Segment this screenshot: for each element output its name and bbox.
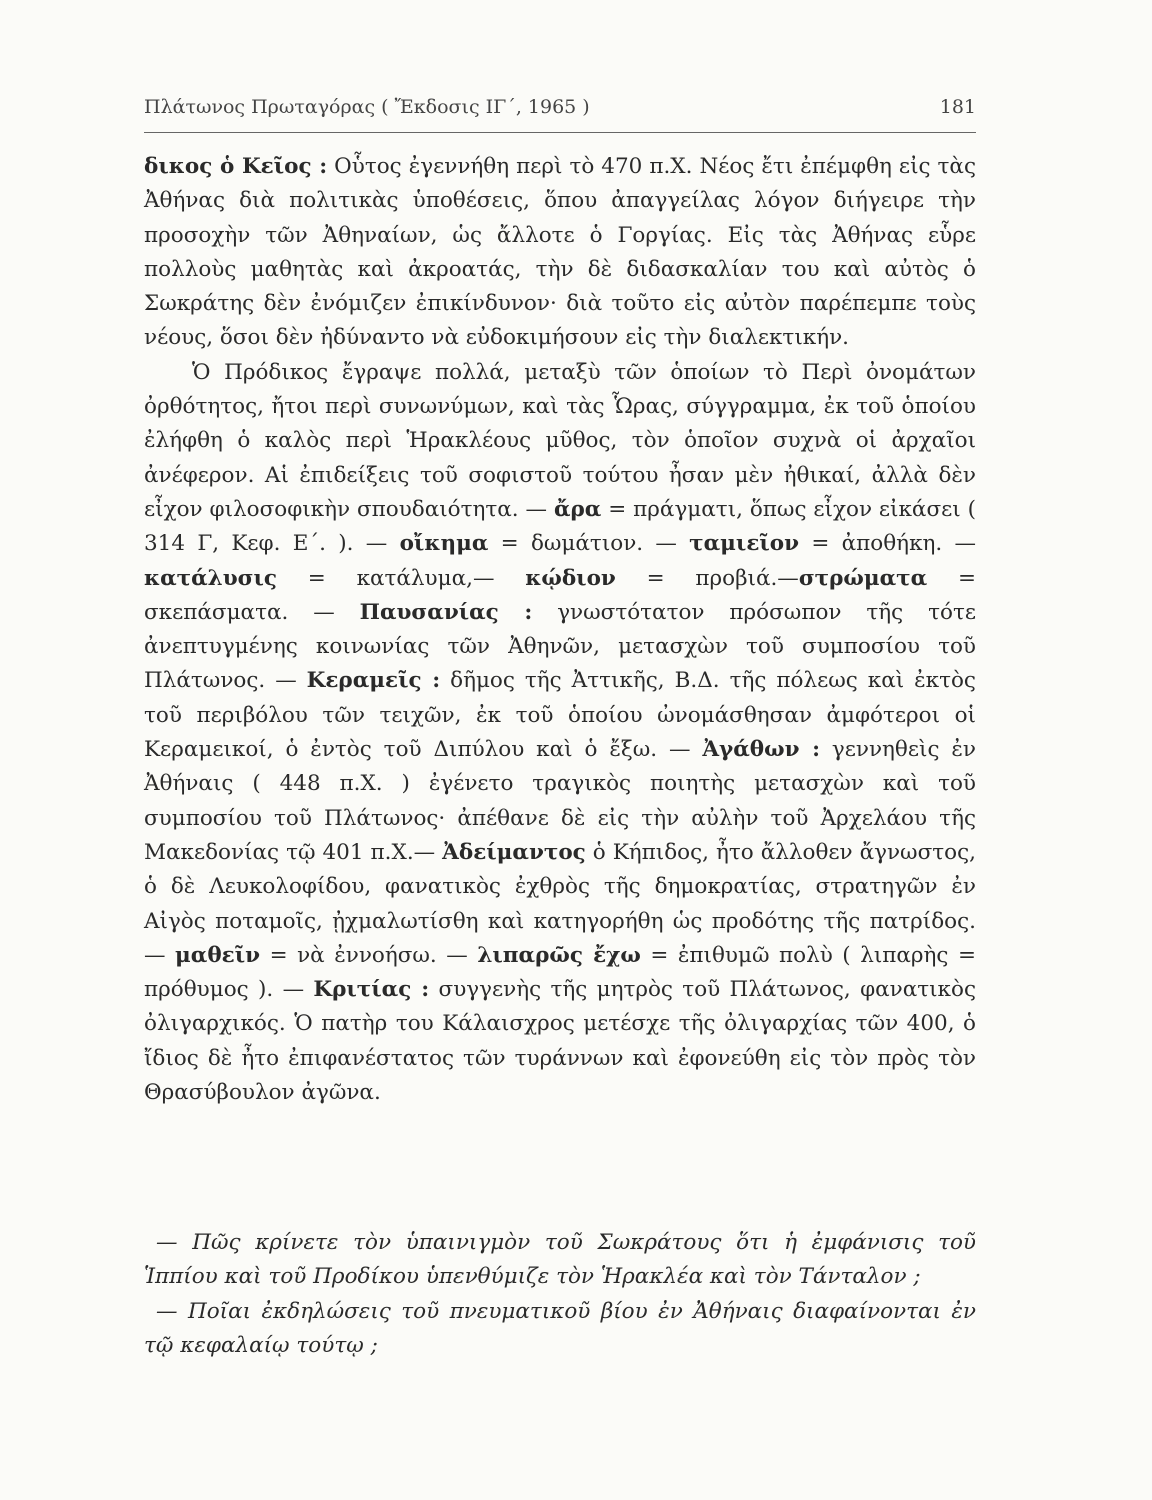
term-kerameis: Κεραμεῖς :: [306, 668, 441, 694]
running-title: Πλάτωνος Πρωταγόρας ( Ἔκδοσις ΙΓ΄, 1965 ): [144, 96, 590, 118]
gloss-text: συγγενὴς τῆς μητρὸς τοῦ Πλάτωνος, φανατικὸς ὀλιγαρχικός. Ὁ πατὴρ του Κάλαισχρος μετέσχε τῆς ὀλιγαρχίας τῶν 400, ὁ ἴδιος δὲ ἦτο ἐπιφανέστατος τῶν τυράννων καὶ ἐφονεύθη εἰς τὸν πρὸς τὸν Θρασύβουλον ἀγῶνα.: [144, 977, 976, 1106]
term-prodikos: δικος ὁ Κεῖος :: [144, 154, 328, 179]
paragraph-text: Οὗτος ἐγεννήθη περὶ τὸ 470 π.Χ. Νέος ἔτι ἐπέμφθη εἰς τὰς Ἀθήνας διὰ πολιτικὰς ὑποθέσεις, ὅπου ἀπαγγείλας λόγον διήγειρε τὴν προσοχὴν τῶν Ἀθηναίων, ὡς ἄλλοτε ὁ Γοργίας. Εἰς τὰς Ἀθήνας εὗρε πολλοὺς μαθητὰς καὶ ἀκροατάς, τὴν δὲ διδασκαλίαν του καὶ αὐτὸς ὁ Σωκράτης δὲν ἐνόμιζεν ἐπικίνδυνον· διὰ τοῦτο εἰς αὐτὸν παρέπεμπε τοὺς νέους, ὅσοι δὲν ἠδύναντο νὰ εὐδοκιμήσουν εἰς τὴν διαλεκτικήν.: [144, 154, 976, 351]
gloss-text: ὁ Κήπιδος, ἦτο ἄλλοθεν ἄγνωστος, ὁ δὲ Λευκολοφίδου, φανατικὸς ἐχθρὸς τῆς δημοκρατίας, στρατηγῶν ἐν Αἰγὸς ποταμοῖς, ᾐχμαλωτίσθη καὶ κατηγορήθη ὡς προδότης τῆς πατρίδος. —: [144, 839, 976, 968]
gloss-text: = ἀποθήκη. —: [799, 531, 976, 557]
gloss-text: = προβιά.—: [615, 565, 799, 591]
gloss-text: = σκεπάσματα. —: [144, 565, 976, 625]
question-1: — Πῶς κρίνετε τὸν ὑπαινιγμὸν τοῦ Σωκράτους ὅτι ἡ ἐμφάνισις τοῦ Ἱππίου καὶ τοῦ Προδίκου ὑπενθύμιζε τὸν Ἡρακλέα καὶ τὸν Τάνταλον ;: [144, 1230, 976, 1290]
term-mathein: μαθεῖν: [175, 942, 261, 968]
paragraph-text: Ὁ Πρόδικος ἔγραψε πολλά, μεταξὺ τῶν ὁποίων τὸ Περὶ ὀνομάτων ὀρθότητος, ἤτοι περὶ συνωνύμων, καὶ τὰς Ὧρας, σύγγραμμα, ἐκ τοῦ ὁποίου ἐλήφθη ὁ καλὸς περὶ Ἡρακλέους μῦθος, τὸν ὁποῖον συχνὰ οἱ ἀρχαῖοι ἀνέφερον. Αἱ ἐπιδείξεις τοῦ σοφιστοῦ τούτου ἦσαν μὲν ἠθικαί, ἀλλὰ δὲν εἶχον φιλοσοφικὴν σπουδαιότητα. —: [144, 359, 976, 522]
term-adeimantos: Ἀδείμαντος: [442, 839, 586, 865]
term-kodion: κῴδιον: [525, 565, 616, 591]
term-oikema: οἴκημα: [399, 531, 489, 557]
gloss-text: γνωστότατον πρόσωπον τῆς τότε ἀνεπτυγμένης κοινωνίας τῶν Ἀθηνῶν, μετασχὼν τοῦ συμποσίου τοῦ Πλάτωνος. —: [144, 599, 976, 694]
page-number: 181: [939, 96, 976, 118]
gloss-text: = ἐπιθυμῶ πολὺ ( λιπαρὴς = πρόθυμος ). —: [144, 942, 976, 1003]
gloss-text: = πράγματι, ὅπως εἶχον εἰκάσει ( 314 Γ, Κεφ. Ε΄. ). —: [144, 496, 976, 557]
study-questions: [144, 1226, 976, 1363]
paragraph-prodikos-bio: [144, 150, 976, 356]
gloss-text: = δωμάτιον. —: [488, 531, 690, 557]
term-katalysis: κατάλυσις: [144, 565, 278, 591]
gloss-text: = κατάλυμα,—: [277, 565, 526, 591]
gloss-text: δῆμος τῆς Ἀττικῆς, Β.Δ. τῆς πόλεως καὶ ἐκτὸς τοῦ περιβόλου τῶν τειχῶν, ἐκ τοῦ ὁποίου ὠνομάσθησαν ἀμφότεροι οἱ Κεραμεικοί, ὁ ἐντὸς τοῦ Διπύλου καὶ ὁ ἔξω. —: [144, 668, 976, 763]
running-header: [144, 96, 976, 118]
term-agathon: Ἀγάθων :: [702, 737, 821, 763]
paragraph-glossary: [144, 356, 976, 1111]
header-rule: [144, 132, 976, 133]
term-kritias: Κριτίας :: [313, 977, 430, 1003]
commentary-body: [144, 150, 976, 1110]
term-stromata: στρώματα: [798, 565, 928, 591]
term-liparos-echo: λιπαρῶς ἔχω: [477, 942, 641, 968]
term-pausanias: Παυσανίας :: [359, 599, 533, 625]
question-2: — Ποῖαι ἐκδηλώσεις τοῦ πνευματικοῦ βίου ἐν Ἀθήναις διαφαίνονται ἐν τῷ κεφαλαίῳ τούτῳ ;: [144, 1298, 976, 1358]
gloss-text: = νὰ ἐννοήσω. —: [260, 942, 478, 968]
term-ara: ἄρα: [553, 496, 602, 522]
term-tamieion: ταμιεῖον: [689, 531, 800, 557]
gloss-text: γεννηθεὶς ἐν Ἀθήναις ( 448 π.Χ. ) ἐγένετο τραγικὸς ποιητὴς μετασχὼν καὶ τοῦ συμποσίου τοῦ Πλάτωνος· ἀπέθανε δὲ εἰς τὴν αὐλὴν τοῦ Ἀρχελάου τῆς Μακεδονίας τῷ 401 π.Χ.—: [144, 737, 976, 865]
